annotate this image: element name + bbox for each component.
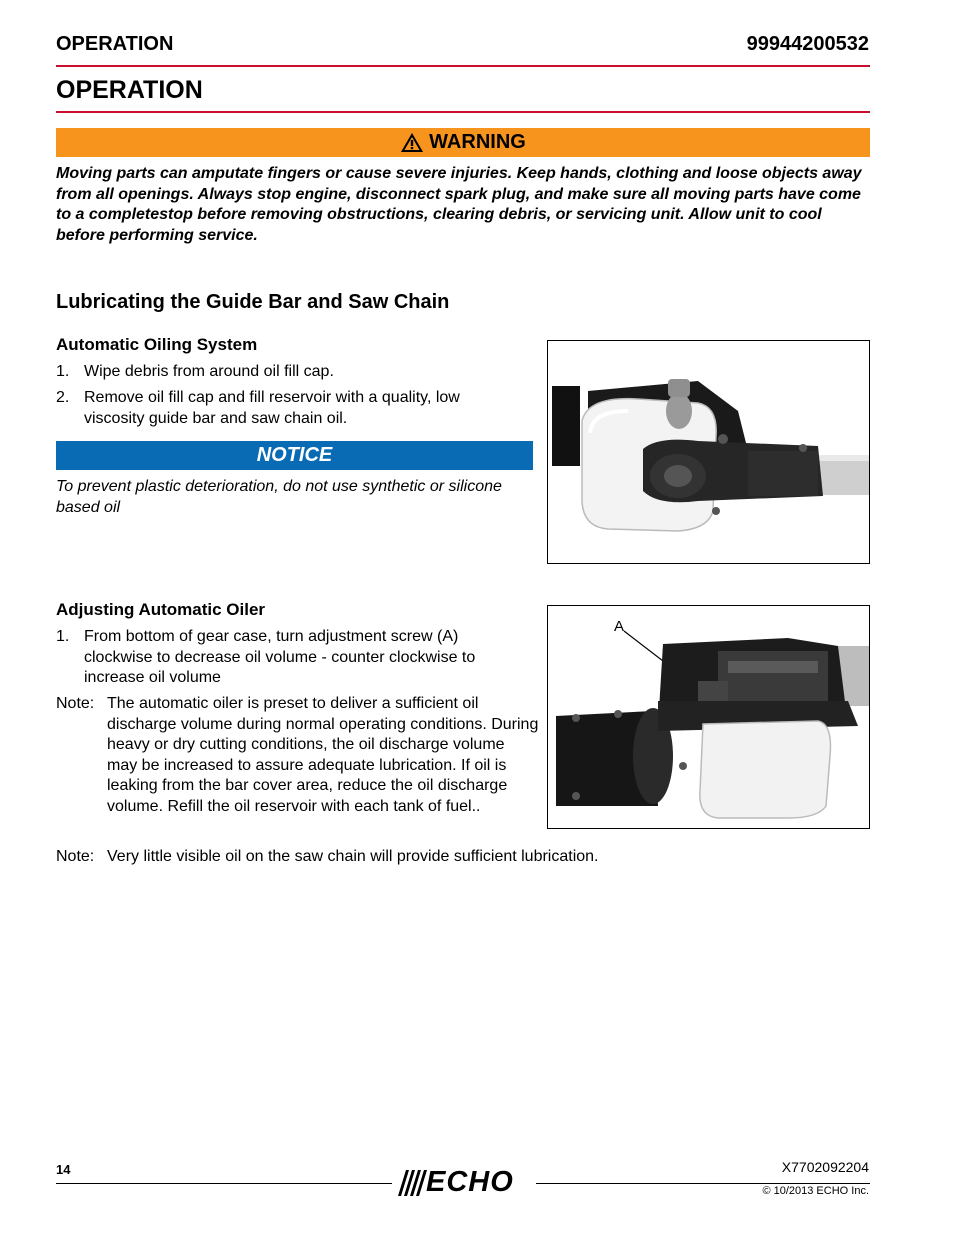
- oil-reservoir-illustration: [548, 341, 869, 563]
- step-text: From bottom of gear case, turn adjustment screw (A) clockwise to decrease oil volume - counter clockwise to increase oil volume: [84, 628, 476, 686]
- echo-logo: [396, 1166, 534, 1200]
- page-title: OPERATION: [56, 76, 203, 104]
- header-divider: [56, 65, 870, 67]
- document-code: X7702092204: [781, 1159, 869, 1175]
- step-number: 2.: [56, 389, 70, 406]
- list-item: [56, 362, 526, 383]
- header-part-number: 99944200532: [746, 33, 869, 55]
- warning-triangle-icon: [400, 132, 424, 153]
- oiling-system-heading: Automatic Oiling System: [56, 335, 258, 354]
- list-item: [56, 627, 516, 689]
- warning-banner: [56, 128, 870, 157]
- notice-text: To prevent plastic deterioration, do not use synthetic or silicone based oil: [56, 478, 502, 516]
- note-label: Note:: [56, 695, 95, 712]
- section-title: Lubricating the Guide Bar and Saw Chain: [56, 291, 450, 313]
- copyright: © 10/2013 ECHO Inc.: [762, 1185, 869, 1197]
- step-text: Remove oil fill cap and fill reservoir with a quality, low viscosity guide bar and saw chain oil.: [84, 389, 460, 427]
- oiler-preset-note: [56, 694, 539, 817]
- adjusting-oiler-heading: Adjusting Automatic Oiler: [56, 600, 266, 619]
- list-item: [56, 388, 496, 429]
- step-number: 1.: [56, 628, 70, 645]
- footer-rule-left: [56, 1183, 392, 1184]
- oil-fill-cap-photo: [547, 340, 870, 564]
- header-section-label: OPERATION: [56, 33, 174, 55]
- echo-logo-text: ECHO: [426, 1166, 514, 1198]
- warning-label: WARNING: [429, 131, 526, 153]
- title-divider: [56, 111, 870, 113]
- lubrication-note: [56, 847, 856, 868]
- callout-label-a: A: [614, 618, 625, 635]
- notice-banner: [56, 441, 533, 470]
- page-number: 14: [56, 1162, 71, 1177]
- warning-text: Moving parts can amputate fingers or cause severe injuries. Keep hands, clothing and loose objects away from all openings. Always stop engine, disconnect spark plug, and make sure all moving parts have come to a completestop before removing obstructions, clearing debris, or servicing unit. Allow unit to cool before performing service.: [56, 165, 862, 244]
- footer-rule-right: [536, 1183, 870, 1184]
- note-label: Note:: [56, 848, 95, 865]
- note-text: The automatic oiler is preset to deliver a sufficient oil discharge volume during normal operating conditions. During heavy or dry cutting conditions, the oil discharge volume may be increased to assure adequate lubrication. If oil is leaking from the bar cover area, reduce the oil discharge volume. Refill the oil reservoir with each tank of fuel..: [107, 695, 539, 815]
- step-text: Wipe debris from around oil fill cap.: [84, 363, 334, 380]
- step-number: 1.: [56, 363, 70, 380]
- notice-label: NOTICE: [256, 444, 333, 466]
- note-text: Very little visible oil on the saw chain will provide sufficient lubrication.: [107, 848, 599, 865]
- adjustment-screw-photo: [547, 605, 870, 829]
- gear-case-illustration: [548, 606, 869, 828]
